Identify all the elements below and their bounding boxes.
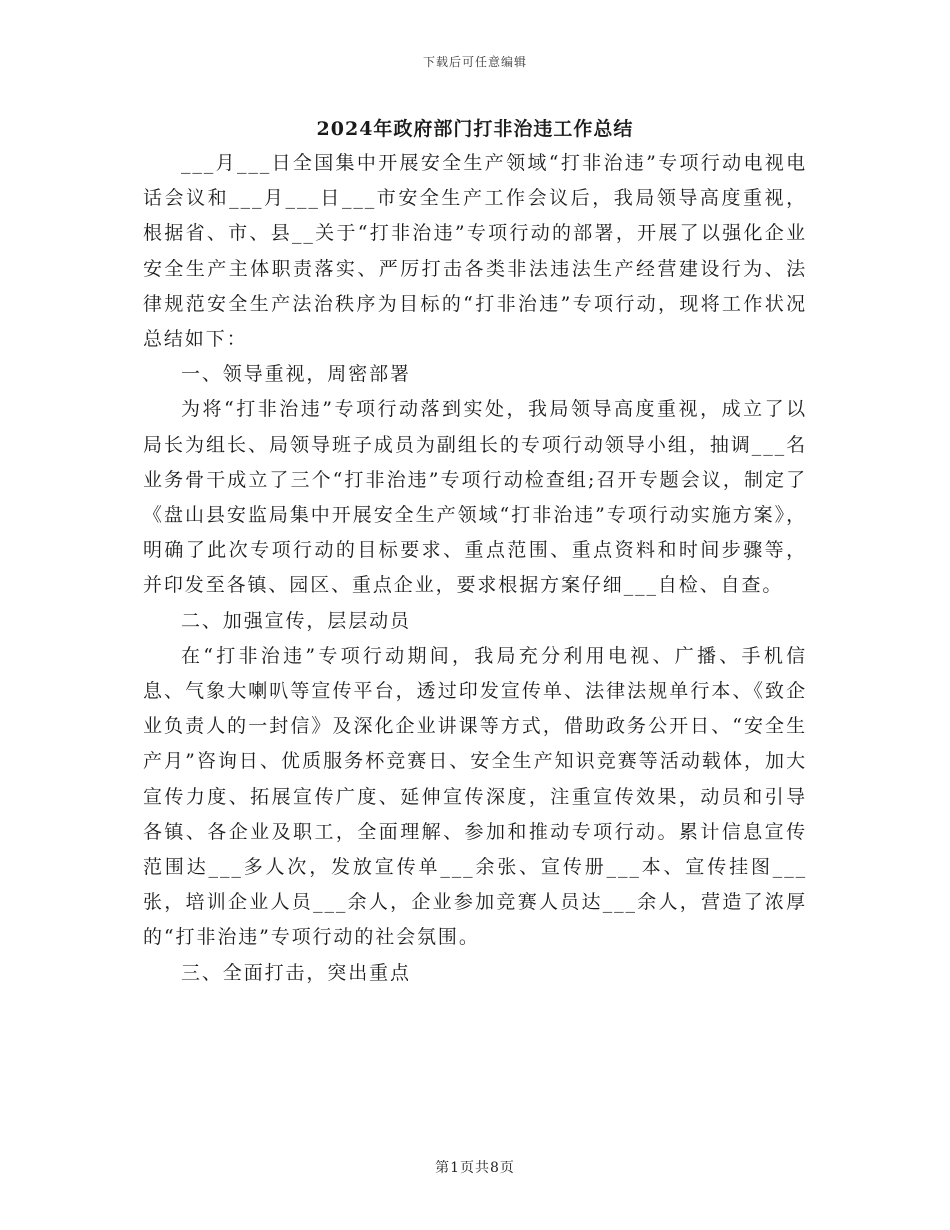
section-heading-2: 二、加强宣传，层层动员: [181, 609, 411, 632]
document-title: 2024年政府部门打非治违工作总结: [316, 118, 634, 140]
section-heading-1: 一、领导重视，周密部署: [181, 363, 411, 386]
section-body-1: 为将“打非治违”专项行动落到实处，我局领导高度重视，成立了以局长为组长、局领导班子成员为副组长的专项行动领导小组，抽调___名业务骨干成立了三个“打非治违”专项行动检查组;召开专题会议，制定了《盘山县安监局集中开展安全生产领域“打非治违”专项行动实施方案》，明确了此次专项行动的目标要求、重点范围、重点资料和时间步骤等，并印发至各镇、园区、重点企业，要求根据方案仔细___自检、自查。: [143, 398, 807, 597]
header-note: 下载后可任意编辑: [422, 55, 527, 69]
document-body: [143, 146, 807, 991]
page-number: 第1页共8页: [435, 1160, 515, 1176]
section-body-2: 在“打非治违”专项行动期间，我局充分利用电视、广播、手机信息、气象大喇叭等宣传平台，透过印发宣传单、法律法规单行本、《致企业负责人的一封信》及深化企业讲课等方式，借助政务公开日、“安全生产月”咨询日、优质服务杯竞赛日、安全生产知识竞赛等活动载体，加大宣传力度、拓展宣传广度、延伸宣传深度，注重宣传效果，动员和引导各镇、各企业及职工，全面理解、参加和推动专项行动。累计信息宣传范围达___多人次，发放宣传单___余张、宣传册___本、宣传挂图___张，培训企业人员___余人，企业参加竞赛人员达___余人，营造了浓厚的“打非治违”专项行动的社会氛围。: [143, 644, 807, 949]
intro-paragraph: ___月___日全国集中开展安全生产领域“打非治违”专项行动电视电话会议和___月___日___市安全生产工作会议后，我局领导高度重视，根据省、市、县__关于“打非治违”专项行动的部署，开展了以强化企业安全生产主体职责落实、严厉打击各类非法违法生产经营建设行为、法律规范安全生产法治秩序为目标的“打非治违”专项行动，现将工作状况总结如下：: [143, 152, 807, 351]
section-heading-3: 三、全面打击，突出重点: [181, 961, 411, 984]
